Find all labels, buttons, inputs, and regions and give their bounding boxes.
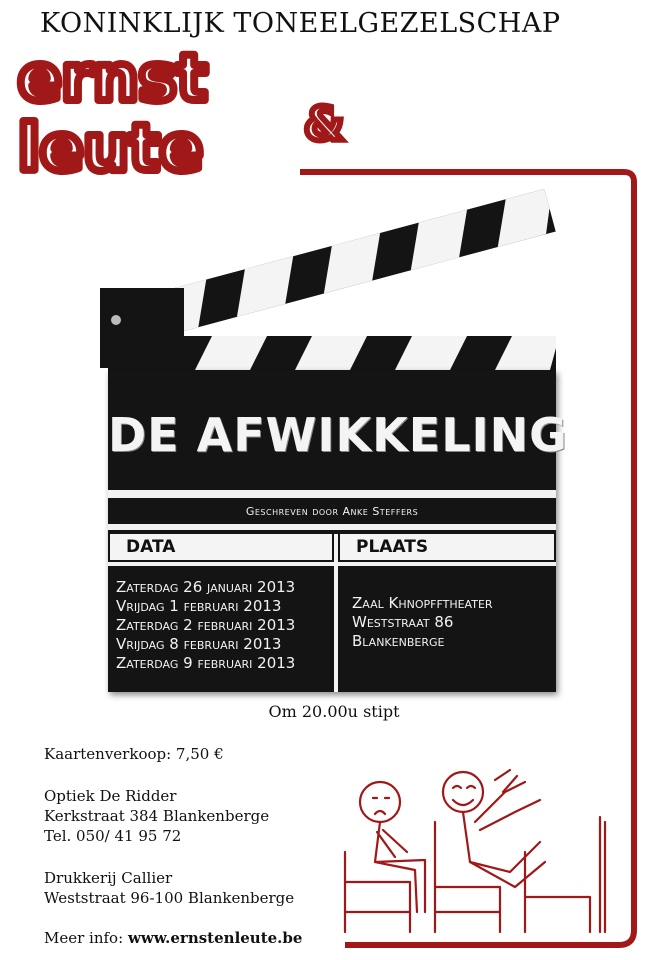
logo-ampersand: & (304, 97, 345, 151)
chalk-bar-top (108, 490, 556, 498)
author-line: Geschreven door Anke Steffers (245, 505, 419, 518)
play-title: DE AFWIKKELING (108, 408, 568, 462)
logo-line1: ernst (18, 42, 208, 116)
date-item: Zaterdag 26 januari 2013 (116, 578, 296, 596)
ernst-leute-logo (14, 30, 354, 180)
chalk-bar-under-headers (108, 562, 556, 566)
dates-header: DATA (110, 534, 332, 560)
start-time-note: Om 20.00u stipt (268, 702, 400, 721)
dates-list (116, 578, 295, 673)
date-item: Zaterdag 9 februari 2013 (116, 654, 296, 672)
date-item: Zaterdag 2 februari 2013 (116, 616, 296, 634)
outlet-phone: Tel. 050/ 41 95 72 (44, 827, 182, 845)
chalk-bar-middle (108, 524, 556, 530)
outlet-address: Weststraat 96-100 Blankenberge (44, 889, 295, 907)
ticket-outlet-2 (44, 868, 294, 908)
ticket-outlet-1 (44, 786, 269, 846)
more-info-label: Meer info: (44, 929, 124, 947)
date-item: Vrijdag 1 februari 2013 (116, 597, 282, 615)
outlet-address: Kerkstraat 384 Blankenberge (44, 807, 270, 825)
outlet-name: Drukkerij Callier (44, 869, 173, 887)
logo-line2: leute (18, 112, 203, 180)
place-line: Blankenberge (352, 632, 445, 650)
place-line: Zaal Khnopfftheater (352, 594, 493, 612)
cartoon-figures-illustration (335, 762, 615, 942)
website-link[interactable]: www.ernstenleute.be (127, 929, 303, 947)
outlet-name: Optiek De Ridder (44, 787, 177, 805)
organization-title: KONINKLIJK TONEELGEZELSCHAP (40, 8, 561, 39)
date-item: Vrijdag 8 februari 2013 (116, 635, 282, 653)
more-info (44, 928, 302, 948)
ticket-price: Kaartenverkoop: 7,50 € (44, 745, 224, 763)
place-line: Weststraat 86 (352, 613, 454, 631)
column-divider (334, 534, 338, 692)
place-list (352, 594, 493, 651)
places-header: PLAATS (340, 534, 554, 560)
